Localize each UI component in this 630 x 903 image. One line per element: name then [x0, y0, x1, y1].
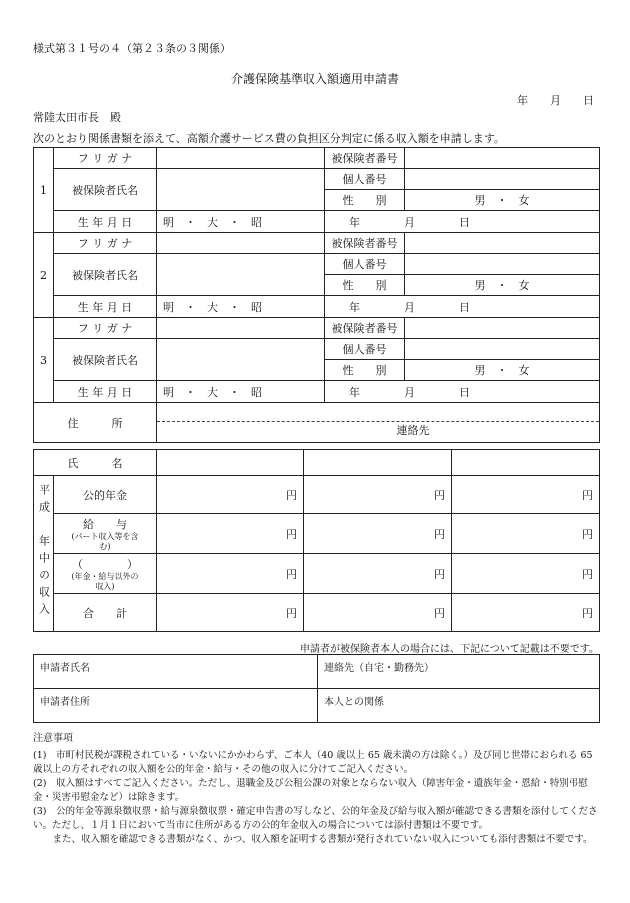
note-item: (3) 公的年金等源泉徴収票・給与源泉徴収票・確定申告書の写しなど、公的年金及び給与収入額が確認できる書類を添付してください。ただし、１月１日において当市に住所がある方の公的年金収入の場合については添付書類は不要です。 — [33, 806, 598, 831]
note-item: (2) 収入額はすべてご記入ください。ただし、退職金及び公租公課の対象とならない収入（障害年金・遺族年金・恩給・特別弔慰金・災害弔慰金など）は除きます。 — [33, 778, 588, 803]
personal-number-label: 個人番号 — [325, 254, 405, 275]
furigana-input[interactable] — [157, 318, 325, 339]
birth-date[interactable]: 年 月 日 — [325, 211, 600, 233]
pension-amount[interactable]: 円 — [304, 476, 452, 514]
insured-name-label: 被保険者氏名 — [54, 339, 157, 381]
contact-label: 連絡先 — [396, 424, 430, 437]
furigana-label: フ リ ガ ナ — [54, 233, 157, 254]
sex-label: 性 別 — [325, 360, 405, 381]
personal-number-label: 個人番号 — [325, 339, 405, 360]
address-label: 住 所 — [34, 403, 157, 443]
era-options[interactable]: 明 ・ 大 ・ 昭 — [157, 211, 325, 233]
insured-table — [33, 147, 600, 443]
salary-label — [54, 514, 157, 554]
address-input[interactable] — [157, 403, 600, 443]
insured-number-label: 被保険者番号 — [325, 233, 405, 254]
applicant-name-field[interactable] — [34, 655, 318, 689]
insured-name-label: 被保険者氏名 — [54, 169, 157, 211]
birth-label: 生 年 月 日 — [54, 211, 157, 233]
personal-number-label: 個人番号 — [325, 169, 405, 190]
insured-number-label: 被保険者番号 — [325, 148, 405, 169]
notes-heading: 注意事項 — [33, 733, 73, 744]
salary-amount[interactable]: 円 — [452, 514, 600, 554]
income-table — [33, 449, 600, 632]
birth-label: 生 年 月 日 — [54, 296, 157, 318]
other-income-label — [54, 554, 157, 594]
furigana-label: フ リ ガ ナ — [54, 318, 157, 339]
personal-number-input[interactable] — [405, 339, 600, 360]
sex-options[interactable]: 男 ・ 女 — [405, 190, 600, 211]
total-amount[interactable]: 円 — [452, 594, 600, 632]
sex-label: 性 別 — [325, 275, 405, 296]
pension-amount[interactable]: 円 — [157, 476, 304, 514]
total-amount[interactable]: 円 — [157, 594, 304, 632]
income-year-label: 平成 年中の収入 — [34, 476, 54, 632]
pension-label: 公的年金 — [54, 476, 157, 514]
row-number: 3 — [34, 318, 54, 403]
applicant-contact-label: 連絡先（自宅・勤務先） — [324, 663, 434, 674]
salary-note: (パート収入等を含む) — [71, 531, 139, 551]
furigana-input[interactable] — [157, 148, 325, 169]
personal-number-input[interactable] — [405, 169, 600, 190]
pension-amount[interactable]: 円 — [452, 476, 600, 514]
applicant-relation-label: 本人との関係 — [324, 697, 384, 708]
sex-label: 性 別 — [325, 190, 405, 211]
insured-number-label: 被保険者番号 — [325, 318, 405, 339]
total-label: 合 計 — [54, 594, 157, 632]
other-income-amount[interactable]: 円 — [452, 554, 600, 594]
other-income-paren: （ ） — [72, 557, 138, 571]
insured-name-input[interactable] — [157, 339, 325, 381]
birth-label: 生 年 月 日 — [54, 381, 157, 403]
note-item: また、収入額を確認できる書類がなく、かつ、収入額を証明する書類が発行されていない収入についても添付書類は不要です。 — [43, 834, 593, 845]
row-number: 1 — [34, 148, 54, 233]
other-income-amount[interactable]: 円 — [304, 554, 452, 594]
income-name-input[interactable] — [304, 450, 452, 476]
salary-amount[interactable]: 円 — [304, 514, 452, 554]
salary-title: 給 与 — [83, 517, 127, 531]
applicant-name-label: 申請者氏名 — [40, 663, 90, 674]
insured-name-input[interactable] — [157, 254, 325, 296]
income-name-input[interactable] — [157, 450, 304, 476]
note-item: (1) 市町村民税が課税されている・いないにかかわらず、ご本人（40 歳以上 65 歳未満の方は除く。）及び同じ世帯におられる 65 歳以上の方それぞれの収入額を公的年金・給与・その他の収入に分けてご記入ください。 — [33, 750, 593, 775]
date-line: 年 月 日 — [517, 94, 594, 107]
income-name-input[interactable] — [452, 450, 600, 476]
applicant-contact-field[interactable] — [318, 655, 600, 689]
birth-date[interactable]: 年 月 日 — [325, 296, 600, 318]
row-number: 2 — [34, 233, 54, 318]
intro-text: 次のとおり関係書類を添えて、高額介護サービス費の負担区分判定に係る収入額を申請します。 — [33, 132, 505, 145]
applicant-table — [33, 654, 600, 723]
other-income-note: (年金・給与以外の収入) — [71, 571, 139, 591]
era-options[interactable]: 明 ・ 大 ・ 昭 — [157, 296, 325, 318]
income-name-label: 氏 名 — [34, 450, 157, 476]
personal-number-input[interactable] — [405, 254, 600, 275]
salary-amount[interactable]: 円 — [157, 514, 304, 554]
other-income-amount[interactable]: 円 — [157, 554, 304, 594]
sex-options[interactable]: 男 ・ 女 — [405, 360, 600, 381]
applicant-note: 申請者が被保険者本人の場合には、下記について記載は不要です。 — [300, 644, 599, 655]
page-title: 介護保険基準収入額適用申請書 — [230, 72, 399, 86]
insured-number-input[interactable] — [405, 148, 600, 169]
applicant-relation-field[interactable] — [318, 689, 600, 723]
sex-options[interactable]: 男 ・ 女 — [405, 275, 600, 296]
furigana-input[interactable] — [157, 233, 325, 254]
birth-date[interactable]: 年 月 日 — [325, 381, 600, 403]
insured-name-label: 被保険者氏名 — [54, 254, 157, 296]
insured-name-input[interactable] — [157, 169, 325, 211]
applicant-address-field[interactable] — [34, 689, 318, 723]
applicant-address-label: 申請者住所 — [40, 697, 90, 708]
total-amount[interactable]: 円 — [304, 594, 452, 632]
era-options[interactable]: 明 ・ 大 ・ 昭 — [157, 381, 325, 403]
insured-number-input[interactable] — [405, 233, 600, 254]
form-number: 様式第３１号の４（第２３条の３関係） — [33, 42, 231, 55]
furigana-label: フ リ ガ ナ — [54, 148, 157, 169]
insured-number-input[interactable] — [405, 318, 600, 339]
addressee: 常陸太田市長 殿 — [33, 111, 121, 124]
notes-section — [33, 732, 603, 847]
